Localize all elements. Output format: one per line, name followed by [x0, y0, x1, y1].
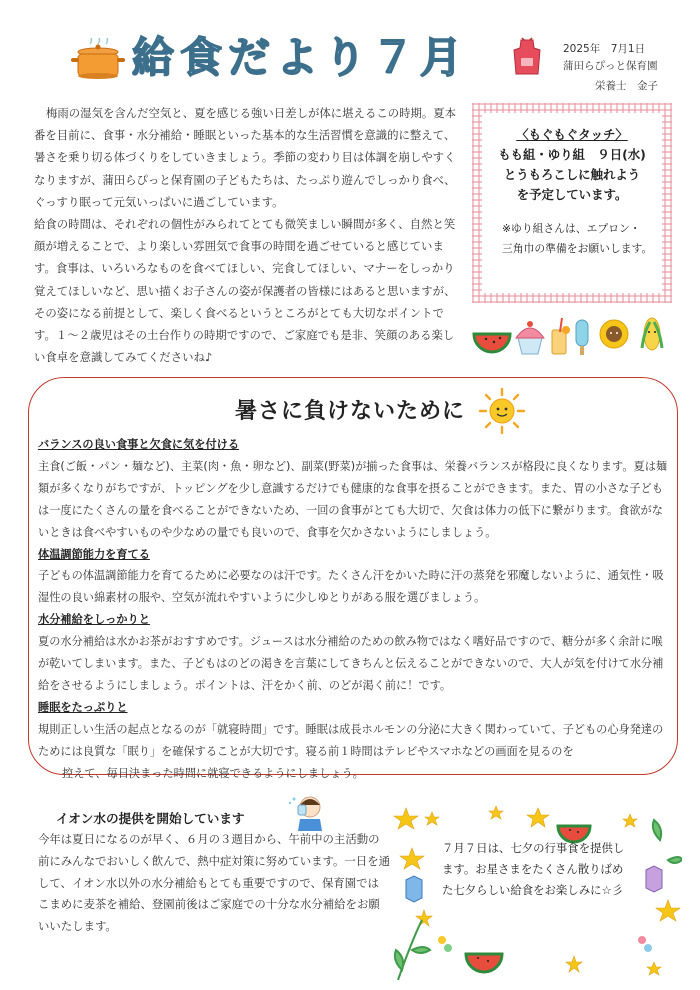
- juice-icon: [552, 318, 570, 354]
- popsicle-icon: [576, 320, 588, 355]
- sunflower-icon: [600, 320, 628, 348]
- heat-subheading: 水分補給をしっかりと: [38, 613, 150, 627]
- tanabata-announcement: ７月７日は、七夕の行事食を提供します。お星さまをたくさん散りばめた七夕らしい給食をお楽しみに☆彡: [442, 841, 625, 897]
- star-icon: [623, 814, 637, 827]
- apron-icon: [512, 36, 542, 76]
- watermelon-icon: [466, 954, 502, 972]
- tactile-event-content: [482, 113, 662, 293]
- sun-icon: [478, 387, 526, 435]
- intro-paragraph: 梅雨の湿気を含んだ空気と、夏を感じる強い日差しが体に堪えるこの時期。夏本番を目前に、食事・水分補給・睡眠といった基本的な生活習慣を意識的に整えて、暑さを乗り切る体づくりをしていきましょう。季節の変わり目は体調を崩しやすくなりますが、蒲田らぴっと保育園の子どもたちは、たっぷり遊んでしっかり食べ、ぐっすり眠って元気いっぱいに過ごしています。: [34, 106, 457, 209]
- heat-subheading: 体温調節能力を育てる: [38, 547, 150, 561]
- heat-paragraph: 夏の水分補給は水かお茶がおすすめです。ジュースは水分補給のための飲み物ではなく嗜好品ですので、糖分が多く余計に喉が乾いてしまいます。また、子どもはのどの渇きを言葉にしてきちんと伝えることができないので、大人が気を付けて水分補給をさせるようにしましょう。ポイントは、汗をかく前、のどが渇く前に！です。: [38, 635, 664, 692]
- tactile-note-line: 三角巾の準備をお願いします。: [502, 242, 653, 255]
- heat-paragraph: 主食(ご飯・パン・麺など)、主菜(肉・魚・卵など)、副菜(野菜)が揃った食事は、栄養バランスが格段に良くなります。夏は麺類が多くなりがちですが、トッピングを少し意識するだけでも健康的な食事を摂ることができます。また、胃の小さな子どもは一度にたくさんの量を食べることができないため、一回の食事がとても大切で、欠食は体力の低下に繋がります。食欲がないときは食べやすいものや少なめの量でも良いので、食事を欠かさないようにしましょう。: [38, 459, 668, 539]
- issue-date: 2025年 7月1日: [563, 43, 646, 55]
- summer-food-illustrations: [472, 314, 677, 358]
- star-icon: [416, 910, 432, 926]
- heat-section-body: [38, 434, 670, 785]
- intro-paragraph: 給食の時間は、それぞれの個性がみられてとても微笑ましい瞬間が多く、自然と笑顔が増えることで、より楽しい雰囲気で食事の時間を過ごせていると感じています。食事は、いろいろなものを食べてほしい、完食してほしい、マナーをしっかり覚えてほしいなど、思い描くお子さんの姿が保護者の皆様にはあると思いますが、その姿になる前提として、楽しく食べるというところがとても大切なポイントです。１～２歳児はその土台作りの時期ですので、ご家庭でも是非、笑顔のある楽しい食卓を意識してみてくださいね♪: [34, 217, 456, 365]
- child-drinking-icon: [286, 793, 326, 831]
- heat-subheading: バランスの良い食事と欠食に気を付ける: [38, 438, 240, 451]
- star-icon: [647, 962, 661, 975]
- intro-text: [34, 102, 458, 368]
- star-icon: [425, 812, 439, 825]
- cooking-pot-icon: [70, 38, 126, 84]
- star-icon: [400, 848, 424, 869]
- tactile-line: とうもろこしに触れよう: [503, 167, 641, 182]
- watermelon-icon: [474, 334, 510, 352]
- heat-paragraph-tail: 控えて、毎日決まった時間に就寝できるようにしましょう。: [62, 766, 364, 780]
- nursery-name: 蒲田らぴっと保育園: [563, 60, 658, 72]
- star-icon: [394, 808, 418, 829]
- heat-section-title: 暑さに負けないために: [234, 399, 465, 424]
- tactile-note-line: ※ゆり組さんは、エプロン・: [502, 222, 641, 235]
- heat-subheading: 睡眠をたっぷりと: [38, 700, 128, 714]
- tactile-title: 〈もぐもぐタッチ〉: [516, 127, 628, 142]
- tactile-line: もも組・ゆり組 ９日(水): [498, 147, 646, 162]
- tactile-line: を予定しています。: [516, 187, 628, 202]
- ion-water-body: 今年は夏日になるのが早く、６月の３週目から、午前中の主活動の前にみんなでおいしく飲んで、熱中症対策に努めています。一日を通して、イオン水以外の水分補給もとても重要ですので、保育園ではこまめに麦茶を補給、登園前後はご家庭での十分な水分補給をお願いいたします。: [38, 832, 390, 934]
- heat-paragraph: 子どもの体温調節能力を育てるために必要なのは汗です。たくさん汗をかいた時に汗の蒸発を邪魔しないように、通気性・吸湿性の良い綿素材の服や、空気が流れやすいように少しゆとりがある服を選びましょう。: [38, 569, 664, 605]
- star-icon: [566, 956, 582, 972]
- ion-water-title: イオン水の提供を開始しています: [56, 811, 245, 826]
- tactile-event-box: [472, 103, 672, 303]
- heat-paragraph: 規則正しい生活の起点となるのが「就寝時間」です。睡眠は成長ホルモンの分泌に大きく関わっていて、子どもの心身発達のためには良質な「眠り」を確保することが大切です。寝る前１時間はテレビやスマホなどの画面を見るのを: [38, 722, 664, 758]
- tactile-note: [482, 219, 662, 259]
- star-icon: [489, 806, 503, 819]
- star-icon: [527, 808, 549, 827]
- author-name: 栄養士 金子: [595, 80, 658, 92]
- newsletter-title: 給食だより７月: [132, 33, 469, 82]
- star-icon: [656, 900, 680, 921]
- corn-icon: [642, 318, 662, 350]
- shaved-ice-icon: [516, 321, 544, 354]
